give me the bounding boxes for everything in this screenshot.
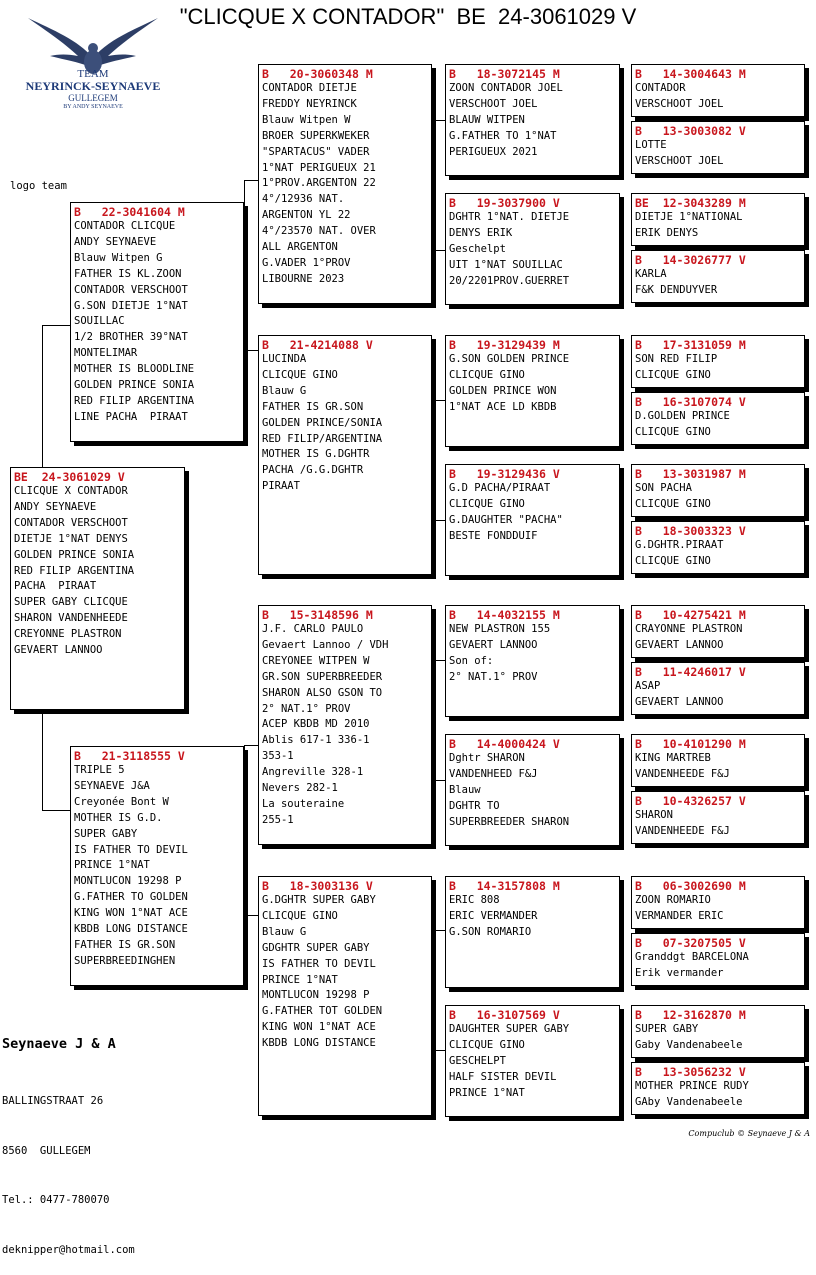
ring-number: B 16-3107569 V — [449, 1008, 560, 1022]
pedigree-line: 1°PROV.ARGENTON 22 — [262, 177, 376, 190]
pigeon-card-great-grandparent — [445, 64, 620, 176]
pedigree-line: CREYONEE WITPEN W — [262, 654, 370, 667]
pedigree-line: HALF SISTER DEVIL — [449, 1070, 557, 1083]
pedigree-line: Gaby Vandenabeele — [635, 1038, 743, 1051]
pedigree-line: PRINCE 1°NAT — [449, 1086, 525, 1099]
pedigree-line: DGHTR 1°NAT. DIETJE — [449, 211, 570, 223]
ring-number: B 17-3131059 M — [635, 338, 746, 352]
ring-number: B 18-3003323 V — [635, 524, 746, 538]
pigeon-card-father — [70, 202, 244, 442]
pedigree-line: Blauw — [449, 783, 481, 796]
logo-line-4: BY ANDY SEYNAEVE — [63, 104, 123, 110]
pigeon-card-subject — [10, 467, 185, 710]
pedigree-line: 2° NAT.1° PROV — [449, 670, 538, 683]
connector — [432, 400, 445, 401]
address-line: BALLINGSTRAAT 26 — [2, 1095, 104, 1107]
pedigree-line: DIETJE 1°NAT DENYS — [14, 532, 128, 545]
pedigree-line: ANDY SEYNAEVE — [74, 235, 157, 248]
logo-label: logo team — [10, 180, 67, 192]
pigeon-card-g4 — [631, 734, 805, 787]
pigeon-card-grandparent — [258, 876, 432, 1116]
pedigree-line: BESTE FONDDUIF — [449, 529, 538, 542]
pigeon-card-grandparent — [258, 64, 432, 304]
pedigree-line: SON PACHA — [635, 482, 692, 494]
connector — [42, 325, 72, 326]
pedigree-line: PACHA /G.G.DGHTR — [262, 464, 364, 477]
pedigree-line: 353-1 — [262, 750, 294, 763]
ring-number: B 14-3026777 V — [635, 253, 746, 267]
logo-line-1: TEAM — [77, 68, 109, 80]
pedigree-line: RED FILIP ARGENTINA — [74, 394, 195, 407]
pedigree-line: ZOON CONTADOR JOEL — [449, 82, 563, 94]
pedigree-line: PIRAAT — [262, 480, 300, 493]
pedigree-line: LIBOURNE 2023 — [262, 272, 345, 285]
pedigree-line: SUPERBREEDINGHEN — [74, 954, 176, 967]
pedigree-line: SEYNAEVE J&A — [74, 779, 150, 792]
pedigree-line: SON RED FILIP — [635, 353, 718, 365]
connector — [432, 1050, 445, 1051]
pedigree-line: G.FATHER TO GOLDEN — [74, 891, 188, 904]
pedigree-line: GEVAERT LANNOO — [14, 644, 103, 657]
pigeon-card-g4 — [631, 250, 805, 303]
pedigree-line: "SPARTACUS" VADER — [262, 145, 370, 158]
ring-number: B 14-3157808 M — [449, 879, 560, 893]
pigeon-card-g4 — [631, 335, 805, 388]
pedigree-line: Nevers 282-1 — [262, 782, 338, 795]
pedigree-line: 4°/12936 NAT. — [262, 193, 345, 206]
pedigree-line: CONTADOR DIETJE — [262, 82, 357, 94]
pedigree-line: KBDB LONG DISTANCE — [74, 923, 188, 936]
pedigree-line: G.DGHTR SUPER GABY — [262, 894, 376, 906]
ring-number: B 13-3056232 V — [635, 1065, 746, 1079]
pigeon-card-great-grandparent — [445, 605, 620, 717]
pedigree-line: CONTADOR CLICQUE — [74, 220, 176, 232]
pedigree-line: GOLDEN PRINCE WON — [449, 384, 557, 397]
pedigree-line: G.FATHER TO 1°NAT — [449, 129, 557, 142]
phone-line: Tel.: 0477-780070 — [2, 1194, 110, 1206]
pedigree-line: Blauw Witpen G — [74, 251, 163, 264]
pedigree-line: CLICQUE GINO — [635, 425, 711, 438]
pigeon-card-g4 — [631, 392, 805, 445]
pedigree-line: SUPER GABY — [74, 827, 138, 840]
pedigree-line: Dghtr SHARON — [449, 752, 525, 764]
pigeon-card-g4 — [631, 933, 805, 986]
pedigree-line: 4°/23570 NAT. OVER — [262, 225, 376, 238]
pedigree-line: FATHER IS KL.ZOON — [74, 267, 182, 280]
pigeon-card-g4 — [631, 464, 805, 517]
pedigree-line: VERSCHOOT JOEL — [449, 97, 538, 110]
pedigree-line: LINE PACHA PIRAAT — [74, 410, 188, 423]
pedigree-line: CONTADOR VERSCHOOT — [14, 516, 128, 529]
pedigree-line: J.F. CARLO PAULO — [262, 623, 364, 635]
pedigree-line: G.DAUGHTER "PACHA" — [449, 513, 563, 526]
pedigree-line: LOTTE — [635, 139, 667, 151]
pigeon-card-great-grandparent — [445, 734, 620, 846]
pedigree-line: VANDENHEED F&J — [449, 767, 538, 780]
ring-number: B 06-3002690 M — [635, 879, 746, 893]
pedigree-line: 20/2201PROV.GUERRET — [449, 274, 570, 287]
pedigree-line: VERSCHOOT JOEL — [635, 154, 724, 167]
page-title: "CLICQUE X CONTADOR" BE 24-3061029 V — [179, 4, 637, 29]
pedigree-line: GEVAERT LANNOO — [635, 638, 724, 651]
ring-number: BE 12-3043289 M — [635, 196, 746, 210]
ring-number: B 10-4326257 V — [635, 794, 746, 808]
ring-number: B 10-4101290 M — [635, 737, 746, 751]
pedigree-line: ALL ARGENTON — [262, 241, 338, 254]
pedigree-line: VANDENHEEDE F&J — [635, 767, 730, 780]
pedigree-line: CLICQUE GINO — [262, 368, 338, 381]
pedigree-line: DIETJE 1°NATIONAL — [635, 211, 743, 223]
connector — [244, 915, 258, 916]
pedigree-line: GESCHELPT — [449, 1054, 506, 1067]
team-logo — [8, 10, 178, 120]
pedigree-line: G.VADER 1°PROV — [262, 256, 351, 269]
pedigree-line: Geschelpt — [449, 242, 506, 255]
pedigree-line: KING WON 1°NAT ACE — [262, 1021, 376, 1034]
pigeon-card-g4 — [631, 791, 805, 844]
pedigree-line: ARGENTON YL 22 — [262, 209, 351, 222]
pedigree-line: GEVAERT LANNOO — [635, 695, 724, 708]
pedigree-line: CLICQUE GINO — [449, 1038, 525, 1051]
pedigree-line: IS FATHER TO DEVIL — [262, 957, 376, 970]
pigeon-card-g4 — [631, 876, 805, 929]
pedigree-line: SHARON ALSO GSON TO — [262, 686, 383, 699]
pedigree-line: VANDENHEEDE F&J — [635, 824, 730, 837]
pigeon-card-g4 — [631, 1005, 805, 1058]
ring-number: BE 24-3061029 V — [14, 470, 125, 484]
pedigree-line: ERIK DENYS — [635, 226, 699, 239]
pedigree-line: CLICQUE GINO — [635, 497, 711, 510]
ring-number: B 18-3072145 M — [449, 67, 560, 81]
pedigree-line: SOUILLAC — [74, 315, 125, 328]
pedigree-line: G.SON ROMARIO — [449, 925, 532, 938]
pigeon-card-great-grandparent — [445, 1005, 620, 1117]
pedigree-line: CONTADOR VERSCHOOT — [74, 283, 188, 296]
pedigree-line: MOTHER PRINCE RUDY — [635, 1080, 749, 1092]
pigeon-card-great-grandparent — [445, 335, 620, 447]
ring-number: B 19-3129439 M — [449, 338, 560, 352]
ring-number: B 18-3003136 V — [262, 879, 373, 893]
connector — [432, 120, 445, 121]
email-link[interactable]: deknipper@hotmail.com — [2, 1243, 135, 1256]
pedigree-line: MONTLUCON 19298 P — [74, 875, 182, 888]
pigeon-card-mother — [70, 746, 244, 986]
pedigree-line: Blauw G — [262, 384, 307, 397]
ring-number: B 15-3148596 M — [262, 608, 373, 622]
ring-number: B 07-3207505 V — [635, 936, 746, 950]
pedigree-line: SUPERBREEDER SHARON — [449, 815, 570, 828]
ring-number: B 13-3031987 M — [635, 467, 746, 481]
pedigree-line: LUCINDA — [262, 353, 307, 365]
ring-number: B 14-3004643 M — [635, 67, 746, 81]
connector — [432, 660, 445, 661]
pedigree-line: SUPER GABY CLICQUE — [14, 596, 128, 609]
pedigree-line: GOLDEN PRINCE SONIA — [74, 379, 195, 392]
connector — [432, 520, 445, 521]
pedigree-line: Creyonée Bont W — [74, 795, 169, 808]
pedigree-line: IS FATHER TO DEVIL — [74, 843, 188, 856]
pedigree-line: CRAYONNE PLASTRON — [635, 623, 743, 635]
pedigree-line: MOTHER IS G.DGHTR — [262, 448, 370, 461]
ring-number: B 14-4032155 M — [449, 608, 560, 622]
breeder-name: Seynaeve J & A — [2, 1036, 116, 1052]
pedigree-line: KBDB LONG DISTANCE — [262, 1037, 376, 1050]
pedigree-line: Ablis 617-1 336-1 — [262, 734, 370, 747]
pedigree-line: 255-1 — [262, 813, 294, 826]
pedigree-line: PRINCE 1°NAT — [74, 859, 150, 872]
pedigree-line: Blauw Witpen W — [262, 113, 351, 126]
pedigree-line: CLICQUE GINO — [262, 909, 338, 922]
connector — [244, 745, 245, 915]
pedigree-line: ASAP — [635, 680, 661, 692]
pedigree-line: VERMANDER ERIC — [635, 909, 724, 922]
pigeon-card-g4 — [631, 64, 805, 117]
pedigree-line: La souteraine — [262, 797, 345, 810]
pedigree-line: CLICQUE GINO — [449, 497, 525, 510]
pigeon-card-grandparent — [258, 605, 432, 845]
ring-number: B 16-3107074 V — [635, 395, 746, 409]
ring-number: B 10-4275421 M — [635, 608, 746, 622]
pigeon-card-grandparent — [258, 335, 432, 575]
pedigree-line: MONTELIMAR — [74, 347, 138, 360]
ring-number: B 13-3003082 V — [635, 124, 746, 138]
pigeon-card-great-grandparent — [445, 464, 620, 576]
connector — [244, 745, 258, 746]
pedigree-line: ERIC VERMANDER — [449, 909, 538, 922]
pedigree-line: UIT 1°NAT SOUILLAC — [449, 258, 563, 271]
pedigree-line: F&K DENDUYVER — [635, 283, 718, 296]
pedigree-line: GDGHTR SUPER GABY — [262, 941, 370, 954]
pigeon-card-g4 — [631, 1062, 805, 1115]
pedigree-line: GAby Vandenabeele — [635, 1095, 743, 1108]
pedigree-line: PRINCE 1°NAT — [262, 973, 338, 986]
pedigree-line: GEVAERT LANNOO — [449, 638, 538, 651]
pedigree-line: Son of: — [449, 654, 494, 667]
logo-line-3: GULLEGEM — [68, 93, 118, 103]
ring-number: B 20-3060348 M — [262, 67, 373, 81]
pedigree-line: CLICQUE GINO — [635, 368, 711, 381]
pedigree-line: MOTHER IS BLOODLINE — [74, 363, 195, 376]
pedigree-line: KING MARTREB — [635, 752, 711, 764]
pedigree-line: FATHER IS GR.SON — [74, 938, 176, 951]
connector — [42, 325, 43, 467]
pedigree-line: D.GOLDEN PRINCE — [635, 410, 730, 422]
pigeon-card-g4 — [631, 521, 805, 574]
pigeon-card-g4 — [631, 193, 805, 246]
breeder-address — [2, 1060, 135, 1275]
pedigree-line: RED FILIP ARGENTINA — [14, 564, 135, 577]
pedigree-line: CONTADOR — [635, 82, 686, 94]
logo-line-2: NEYRINCK-SEYNAEVE — [25, 79, 161, 93]
pedigree-line: KING WON 1°NAT ACE — [74, 907, 188, 920]
connector — [244, 180, 258, 181]
pedigree-line: PACHA PIRAAT — [14, 580, 97, 593]
pedigree-line: SHARON VANDENHEEDE — [14, 612, 128, 625]
pedigree-line: G.DGHTR.PIRAAT — [635, 539, 724, 551]
ring-number: B 21-3118555 V — [74, 749, 185, 763]
pedigree-line: Granddgt BARCELONA — [635, 951, 749, 963]
pedigree-line: 1°NAT ACE LD KBDB — [449, 400, 557, 413]
pedigree-line: CLICQUE GINO — [449, 368, 525, 381]
pedigree-line: G.D PACHA/PIRAAT — [449, 482, 551, 494]
pedigree-line: ACEP KBDB MD 2010 — [262, 718, 370, 731]
connector — [244, 180, 245, 350]
pedigree-line: 1°NAT PERIGUEUX 21 — [262, 161, 376, 174]
ring-number: B 14-4000424 V — [449, 737, 560, 751]
pedigree-line: CLICQUE GINO — [635, 554, 711, 567]
pedigree-line: ANDY SEYNAEVE — [14, 500, 97, 513]
pedigree-line: GOLDEN PRINCE/SONIA — [262, 416, 383, 429]
pedigree-line: SHARON — [635, 809, 673, 821]
pedigree-line: ERIC 808 — [449, 894, 500, 906]
ring-number: B 19-3037900 V — [449, 196, 560, 210]
pedigree-line: 1/2 BROTHER 39°NAT — [74, 331, 188, 344]
pedigree-line: 2° NAT.1° PROV — [262, 702, 351, 715]
address-line: 8560 GULLEGEM — [2, 1144, 91, 1157]
pedigree-line: TRIPLE 5 — [74, 764, 125, 776]
pedigree-line: RED FILIP/ARGENTINA — [262, 432, 383, 445]
pedigree-line: GOLDEN PRINCE SONIA — [14, 548, 135, 561]
ring-number: B 21-4214088 V — [262, 338, 373, 352]
pedigree-line: DENYS ERIK — [449, 226, 513, 239]
pedigree-line: Blauw G — [262, 925, 307, 938]
pedigree-line: Angreville 328-1 — [262, 766, 364, 779]
pedigree-line: DGHTR TO — [449, 799, 500, 812]
pedigree-line: Erik vermander — [635, 966, 724, 979]
connector — [432, 250, 445, 251]
pedigree-line: FREDDY NEYRINCK — [262, 97, 357, 110]
pedigree-line: CLICQUE X CONTADOR — [14, 485, 128, 497]
pedigree-line: GR.SON SUPERBREEDER — [262, 670, 383, 683]
pigeon-card-g4 — [631, 662, 805, 715]
pedigree-line: MONTLUCON 19298 P — [262, 989, 370, 1002]
pedigree-line: G.FATHER TOT GOLDEN — [262, 1005, 383, 1018]
ring-number: B 11-4246017 V — [635, 665, 746, 679]
connector — [42, 710, 43, 810]
connector — [42, 810, 72, 811]
connector — [432, 780, 445, 781]
pigeon-card-great-grandparent — [445, 876, 620, 988]
pedigree-line: ZOON ROMARIO — [635, 894, 711, 906]
pigeon-card-great-grandparent — [445, 193, 620, 305]
pigeon-card-g4 — [631, 605, 805, 658]
connector — [432, 930, 445, 931]
pedigree-line: DAUGHTER SUPER GABY — [449, 1023, 570, 1035]
pedigree-line: MOTHER IS G.D. — [74, 811, 163, 824]
pedigree-line: SUPER GABY — [635, 1023, 699, 1035]
software-credit: Compuclub © Seynaeve J & A — [688, 1129, 810, 1138]
pedigree-line: G.SON DIETJE 1°NAT — [74, 299, 188, 312]
pedigree-line: CREYONNE PLASTRON — [14, 628, 122, 641]
pedigree-line: BLAUW WITPEN — [449, 113, 525, 126]
pedigree-line: FATHER IS GR.SON — [262, 400, 364, 413]
pedigree-line: KARLA — [635, 268, 667, 280]
pedigree-line: NEW PLASTRON 155 — [449, 623, 551, 635]
ring-number: B 19-3129436 V — [449, 467, 560, 481]
pigeon-card-g4 — [631, 121, 805, 174]
pedigree-line: G.SON GOLDEN PRINCE — [449, 353, 570, 365]
connector — [244, 350, 258, 351]
pedigree-line: BROER SUPERKWEKER — [262, 129, 370, 142]
ring-number: B 22-3041604 M — [74, 205, 185, 219]
pedigree-line: Gevaert Lannoo / VDH — [262, 638, 389, 651]
pedigree-line: VERSCHOOT JOEL — [635, 97, 724, 110]
pedigree-line: PERIGUEUX 2021 — [449, 145, 538, 158]
ring-number: B 12-3162870 M — [635, 1008, 746, 1022]
